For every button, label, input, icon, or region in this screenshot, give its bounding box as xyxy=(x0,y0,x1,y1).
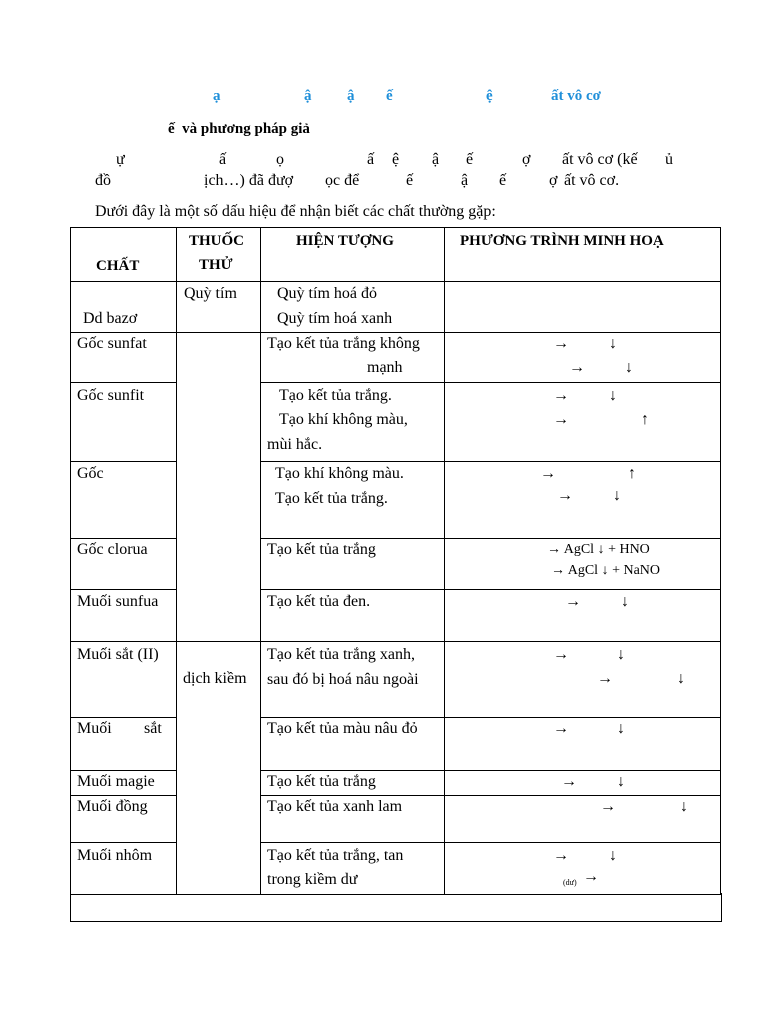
cell-phuong-trinh: → ↓ xyxy=(445,718,721,771)
cell-thuoc xyxy=(177,843,261,895)
title-fragment-4: ế xyxy=(386,88,393,104)
title-fragment-1: ạ xyxy=(213,88,221,104)
cell-chat: Muối sunfua xyxy=(71,590,177,642)
cell-thuoc xyxy=(177,718,261,771)
cell-chat: Dd bazơ xyxy=(71,282,177,333)
intro-l1-f4: ấ xyxy=(367,151,375,168)
cell-hien-tuong: Quỳ tím hoá đỏ Quỳ tím hoá xanh xyxy=(261,282,445,333)
intro-l1-f5: ệ xyxy=(392,151,400,168)
cell-phuong-trinh: → ↓ → ↓ xyxy=(445,642,721,718)
cell-hien-tuong: Tạo kết tủa trắng xanh, sau đó bị hoá nâu ngoài xyxy=(261,642,445,718)
title-fragment-2: ậ xyxy=(304,88,312,104)
cell-hien-tuong: Tạo khí không màu. Tạo kết tủa trắng. xyxy=(261,462,445,539)
table-row xyxy=(71,843,721,895)
table-header-row xyxy=(71,228,721,282)
cell-thuoc xyxy=(177,796,261,843)
table-row xyxy=(71,282,721,333)
header-chat: CHẤT xyxy=(71,228,177,282)
title-fragment-6: ất vô cơ xyxy=(551,88,601,104)
cell-phuong-trinh: → ↓ (dư) → xyxy=(445,843,721,895)
table-row xyxy=(71,796,721,843)
cell-chat: Muối nhôm xyxy=(71,843,177,895)
cell-hien-tuong: Tạo kết tủa trắng xyxy=(261,539,445,590)
table-row xyxy=(71,718,721,771)
cell-phuong-trinh: → ↓ xyxy=(445,771,721,796)
cell-hien-tuong: Tạo kết tủa xanh lam xyxy=(261,796,445,843)
cell-phuong-trinh: → ↓ xyxy=(445,590,721,642)
header-thuoc-thu: THUỐC THỬ xyxy=(177,228,261,282)
reagent-table xyxy=(70,227,721,895)
lead-text: Dưới đây là một số dấu hiệu để nhận biết các chất thường gặp: xyxy=(95,203,496,220)
intro-l2-f3: ọc để xyxy=(325,172,360,189)
cell-thuoc: Quỳ tím xyxy=(177,282,261,333)
cell-hien-tuong: Tạo kết tủa trắng, tan trong kiềm dư xyxy=(261,843,445,895)
subtitle: ế và phương pháp giả xyxy=(168,121,310,137)
intro-l2-f8: ất vô cơ. xyxy=(564,172,620,189)
intro-l1-f9: ất vô cơ (kế xyxy=(562,151,638,168)
cell-thuoc xyxy=(177,462,261,539)
intro-l2-f5: ậ xyxy=(461,172,469,189)
title-fragment-3: ậ xyxy=(347,88,355,104)
intro-l2-f7: ợ xyxy=(549,172,558,189)
intro-l1-f10: ủ xyxy=(665,151,673,168)
header-hien-tuong: HIỆN TƯỢNG xyxy=(261,228,445,282)
cell-phuong-trinh: → AgCl ↓ + HNO → AgCl ↓ + NaNO xyxy=(445,539,721,590)
cell-phuong-trinh: → ↓ → ↑ xyxy=(445,383,721,462)
table-row xyxy=(71,642,721,718)
cell-chat: Muối magie xyxy=(71,771,177,796)
table-row xyxy=(71,539,721,590)
cell-thuoc xyxy=(177,383,261,462)
cell-chat: Muối sắt (II) xyxy=(71,642,177,718)
intro-l1-f3: ọ xyxy=(276,151,284,168)
cell-thuoc xyxy=(177,771,261,796)
cell-hien-tuong: Tạo kết tủa trắng. Tạo khí không màu, mùi hắc. xyxy=(261,383,445,462)
intro-l2-f2: ịch…) đã đượ xyxy=(204,172,294,189)
cell-hien-tuong: Tạo kết tủa trắng không mạnh xyxy=(261,333,445,383)
table-row xyxy=(71,383,721,462)
table-row xyxy=(71,771,721,796)
table-row xyxy=(71,462,721,539)
intro-l2-f4: ế xyxy=(406,172,414,189)
cell-phuong-trinh: → ↓ xyxy=(445,796,721,843)
title-fragment-5: ệ xyxy=(486,88,493,104)
intro-l1-f2: ấ xyxy=(219,151,227,168)
intro-l2-f1: đồ xyxy=(95,172,111,189)
cell-hien-tuong: Tạo kết tủa màu nâu đỏ xyxy=(261,718,445,771)
table-row xyxy=(71,333,721,383)
header-phuong-trinh: PHƯƠNG TRÌNH MINH HOẠ xyxy=(445,228,721,282)
cell-chat: Muối đồng xyxy=(71,796,177,843)
cell-chat: Gốc clorua xyxy=(71,539,177,590)
cell-phuong-trinh xyxy=(445,282,721,333)
cell-chat: Gốc xyxy=(71,462,177,539)
cell-thuoc: dịch kiềm xyxy=(177,642,261,718)
cell-chat: Gốc sunfit xyxy=(71,383,177,462)
cell-chat: Gốc sunfat xyxy=(71,333,177,383)
cell-thuoc xyxy=(177,333,261,383)
cell-chat: Muối sắt xyxy=(71,718,177,771)
intro-l1-f1: ự xyxy=(116,151,125,168)
table-footer-box xyxy=(70,893,722,922)
cell-phuong-trinh: → ↑ → ↓ xyxy=(445,462,721,539)
cell-thuoc xyxy=(177,539,261,590)
intro-l2-f6: ế xyxy=(499,172,507,189)
intro-l1-f6: ậ xyxy=(432,151,440,168)
cell-hien-tuong: Tạo kết tủa đen. xyxy=(261,590,445,642)
cell-phuong-trinh: → ↓ → ↓ xyxy=(445,333,721,383)
table-row xyxy=(71,590,721,642)
intro-l1-f7: ế xyxy=(466,151,474,168)
intro-l1-f8: ợ xyxy=(522,151,531,168)
cell-thuoc xyxy=(177,590,261,642)
cell-hien-tuong: Tạo kết tủa trắng xyxy=(261,771,445,796)
